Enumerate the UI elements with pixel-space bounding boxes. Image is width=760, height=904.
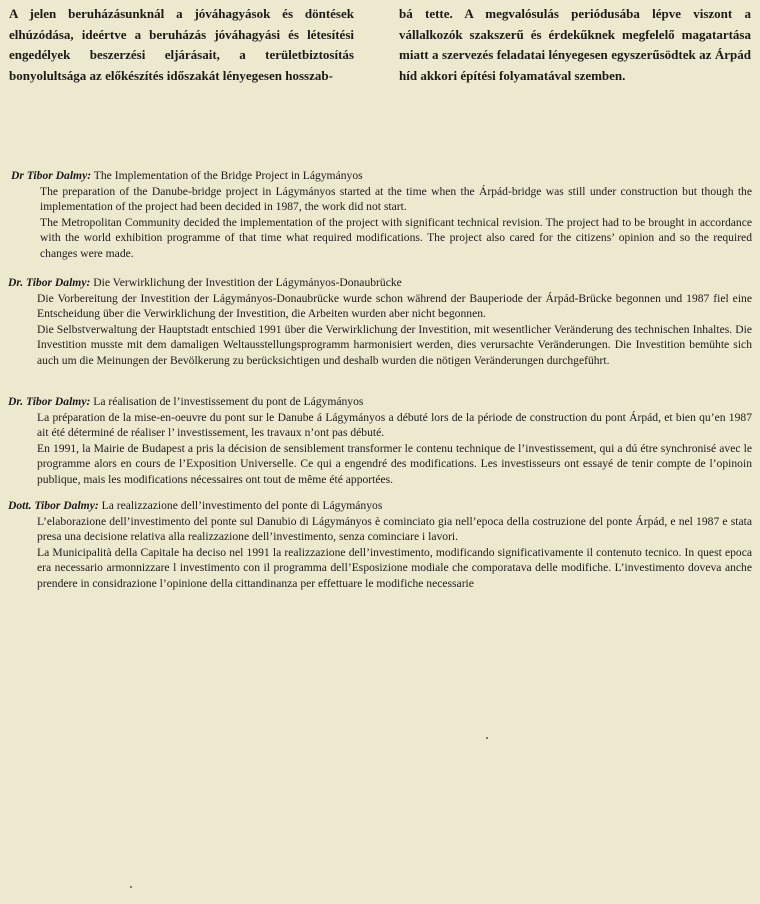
summary-french — [8, 394, 752, 488]
summary-english — [11, 168, 752, 262]
summary-heading — [8, 275, 752, 291]
summary-heading — [11, 168, 752, 184]
summary-title: The Implementation of the Bridge Project in Lágymányos — [93, 169, 363, 182]
summary-title: La réalisation de l’investissement du pont de Lágymányos — [93, 395, 364, 408]
summary-paragraph: L’elaborazione dell’investimento del ponte sul Danubio di Lágymányos è cominciato gia nell’epoca della costruzione del ponte Árpád, e nel 1987 e stata presa una decisione relativa alla realizzazione dell’investimento, senza cominciare i lavori. — [37, 514, 752, 544]
summary-paragraph: La Municipalità della Capitale ha deciso nel 1991 la realizzazione dell’investimento, modificando significativamente il contenuto tecnico. In quest epoca era necessario armonnizzare l investimento con il programma dell’Esposizione modiale che comporatava delle modifiche. L’investimento doveva anche prendere in considrazione l’opinione della cittandinanza per effettuare le modifiche necessarie — [37, 545, 752, 590]
summary-heading — [8, 394, 752, 410]
summary-italian — [8, 498, 752, 592]
summary-paragraph: The Metropolitan Community decided the implementation of the project with significant technical revision. The project had to be brought in accordance with the world exhibition programme of that time what required modifications. The project also cared for the citizens’ opinion and so the required changes were made. — [40, 215, 752, 260]
summary-heading — [8, 498, 752, 514]
summary-paragraph: En 1991, la Mairie de Budapest a pris la décision de sensiblement transformer le contenu technique de l’investissement, qui a dú étre synchronisé avec le programme alors en cours de l’Exposition Universelle. Ce qui a engendré des modifications. Les investisseurs ont essayé de tenir compte de l’opinoin publique, mais les modifications nécessaires ont tout de même été apportées. — [37, 441, 752, 486]
author-name: Dr. Tibor Dalmy: — [8, 395, 91, 408]
summary-paragraph: La préparation de la mise-en-oeuvre du pont sur le Danube á Lágymányos a débuté lors de la période de construction du pont Árpád, et bien qu’en 1987 ait été déterminé de réaliser l’ investissement, les travaux n’ont pas débuté. — [37, 410, 752, 440]
summary-paragraph: Die Vorbereitung der Investition der Lágymányos-Donaubrücke wurde schon während der Bauperiode der Árpád-Brücke begonnen und 1987 fiel eine Entscheidung über die Verwirklichung der Investition, die Arbeiten wurden aber nicht begonnen. — [37, 291, 752, 321]
summary-title: Die Verwirklichung der Investition der Lágymányos-Donaubrücke — [93, 276, 402, 289]
summary-paragraph: The preparation of the Danube-bridge project in Lágymányos started at the time when the Árpád-bridge was still under construction but though the implementation of the project had been decided in 1987, the work did not start. — [40, 184, 752, 214]
summary-paragraph: Die Selbstverwaltung der Hauptstadt entschied 1991 über die Verwirklichung der Investition, mit wesentlicher Veränderung des technischen Inhaltes. Die Investition musste mit dem damaligen Weltausstellungsprogramm harmonisiert werden, dies verursachte Veränderungen. Die Investition bemühte sich auch um die Meinungen der Bevölkerung zu berücksichtigen und deshalb wurden die nötigen Veränderungen durchgeführt. — [37, 322, 752, 367]
summary-german — [8, 275, 752, 369]
scan-speck — [486, 737, 488, 739]
scan-speck — [130, 886, 132, 888]
hungarian-column-right: bá tette. A megvalósulás periódusába lépve viszont a vállalkozók szakszerű és érdekűknek megfelelő magatartása miatt a szervezés feladatai lényegesen egyszerűsödtek az Árpád híd akkori építési folyamatával szemben. — [399, 6, 751, 83]
summary-title: La realizzazione dell’investimento del ponte di Lágymányos — [101, 499, 383, 512]
author-name: Dott. Tibor Dalmy: — [8, 499, 99, 512]
author-name: Dr. Tibor Dalmy: — [8, 276, 91, 289]
hungarian-column-left: A jelen beruházásunknál a jóváhagyások és döntések elhúzódása, ideértve a beruházás jóváhagyási és létesítési engedélyek beszerzési eljárásait, a területbiztosítás bonyolultsága az előkészítés időszakát lényegesen hosszab- — [9, 6, 354, 83]
author-name: Dr Tibor Dalmy: — [11, 169, 92, 182]
